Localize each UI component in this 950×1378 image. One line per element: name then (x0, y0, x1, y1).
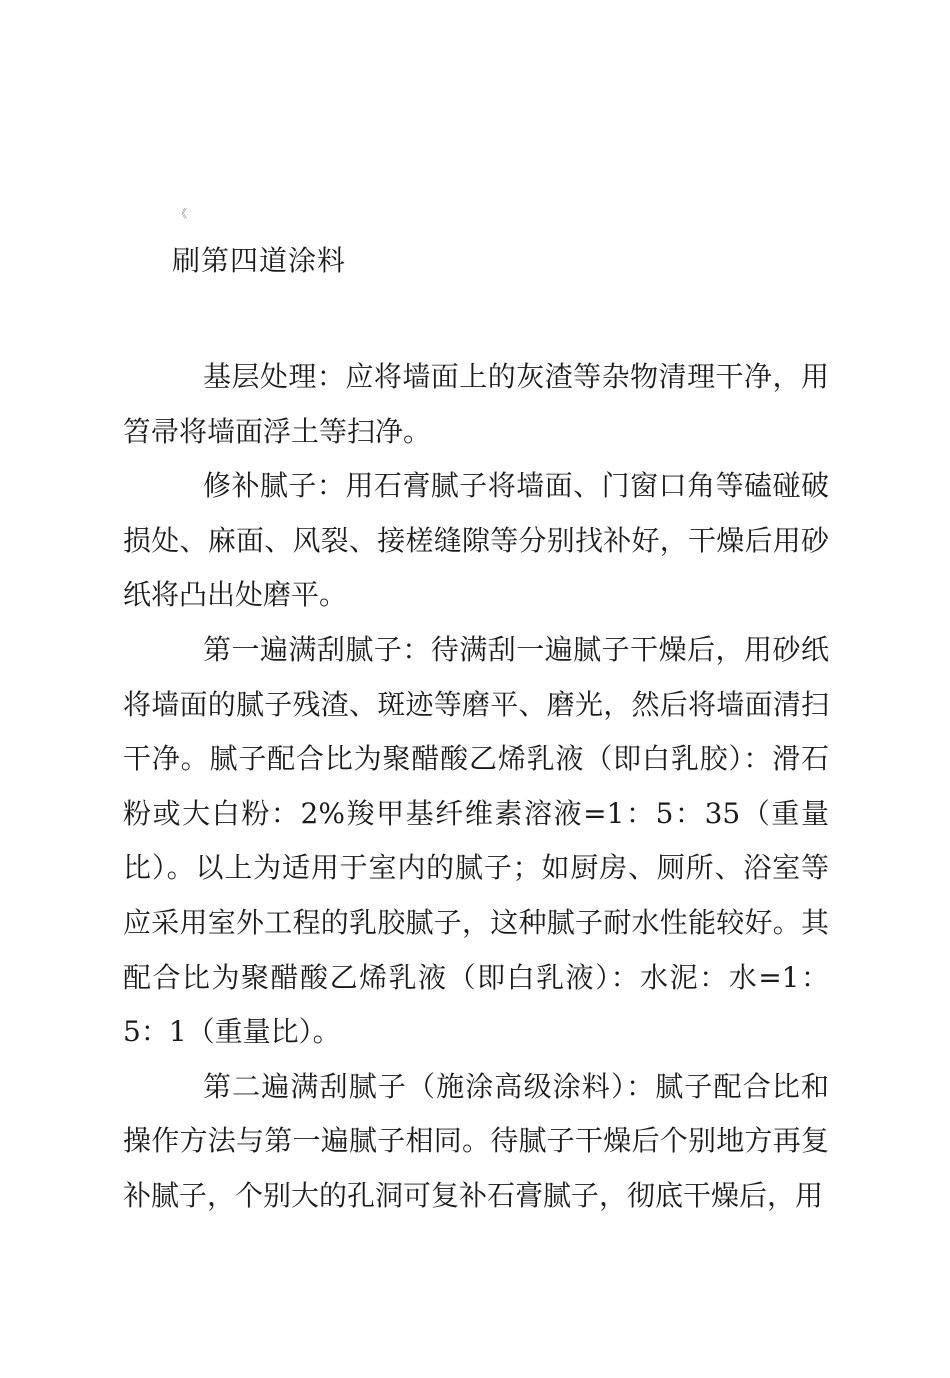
document-body (123, 350, 829, 1224)
page-mark: 《 (176, 207, 187, 220)
paragraph-second-putty-coat: 第二遍满刮腻子（施涂高级涂料）：腻子配合比和操作方法与第一遍腻子相同。待腻子干燥后个别地方再复补腻子，个别大的孔洞可复补石膏腻子，彻底干燥后，用 (123, 1069, 829, 1212)
paragraph-first-putty-coat: 第一遍满刮腻子：待满刮一遍腻子干燥后，用砂纸将墙面的腻子残渣、斑迹等磨平、磨光，然后将墙面清扫干净。腻子配合比为聚醋酸乙烯乳液（即白乳胶）：滑石粉或大白粉：2%羧甲基纤维素溶液=1：5：35（重量比）。以上为适用于室内的腻子；如厨房、厕所、浴室等应采用室外工程的乳胶腻子，这种腻子耐水性能较好。其配合比为聚醋酸乙烯乳液（即白乳液）：水泥：水=1：5：1（重量比）。 (123, 632, 829, 1049)
section-title: 刷第四道涂料 (172, 244, 347, 277)
paragraph-putty-repair: 修补腻子：用石膏腻子将墙面、门窗口角等磕碰破损处、麻面、风裂、接槎缝隙等分别找补好，干燥后用砂纸将凸出处磨平。 (123, 469, 829, 612)
paragraph-base-treatment: 基层处理：应将墙面上的灰渣等杂物清理干净，用笤帚将墙面浮土等扫净。 (123, 360, 829, 448)
